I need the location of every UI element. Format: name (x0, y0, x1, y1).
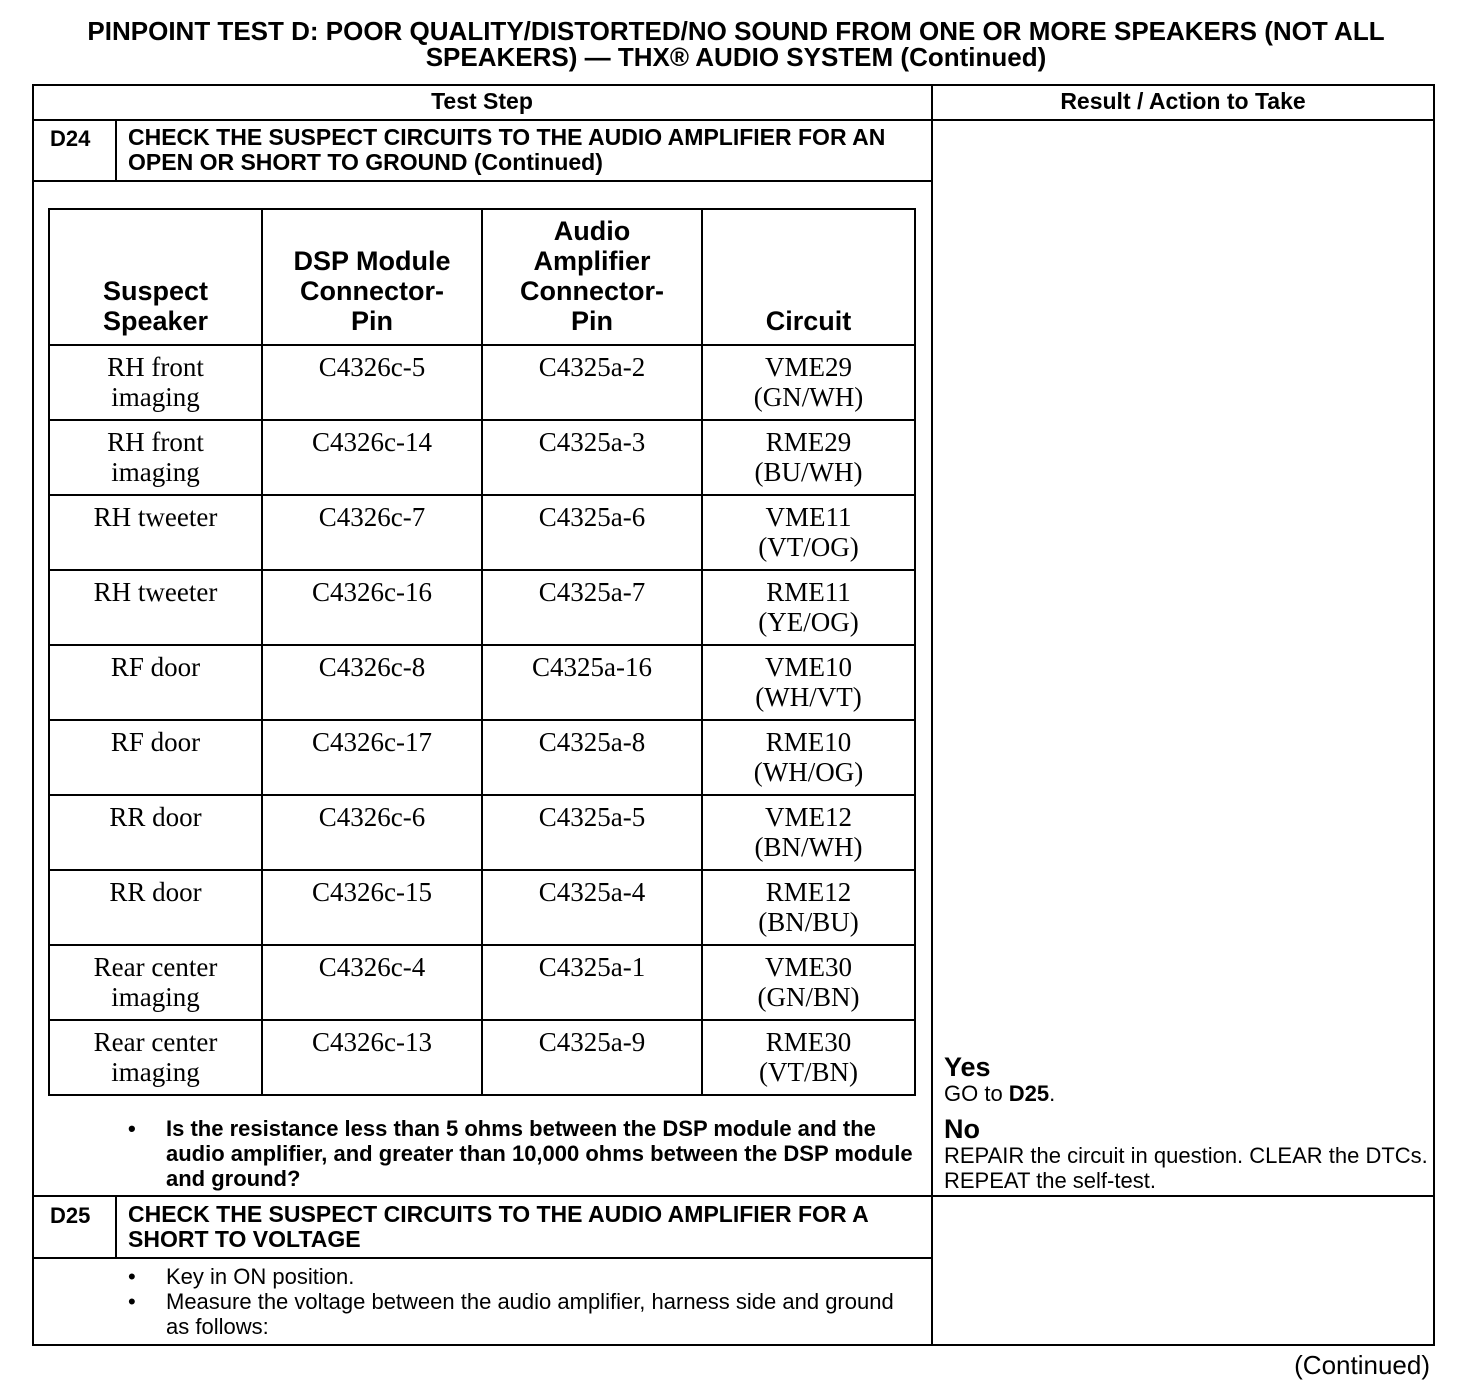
yes-action-suffix: . (1049, 1081, 1056, 1106)
d24-question-list (128, 1116, 918, 1191)
header-amplifier-pin-line: Connector- (520, 276, 664, 306)
amplifier-pin-cell: C4325a-3 (482, 420, 702, 495)
header-amplifier-pin (482, 209, 702, 345)
circuit-cell-line: (BU/WH) (754, 457, 863, 487)
speaker-cell (49, 645, 262, 720)
speaker-cell (49, 495, 262, 570)
dsp-pin-cell: C4326c-4 (262, 945, 482, 1020)
no-action: REPAIR the circuit in question. CLEAR the DTCs. REPEAT the self-test. (944, 1143, 1428, 1193)
dsp-pin-cell: C4326c-7 (262, 495, 482, 570)
step-number-divider (115, 119, 117, 181)
step-number-d24: D24 (50, 126, 91, 151)
speaker-cell (49, 420, 262, 495)
step-title-rule (32, 1257, 932, 1259)
amplifier-pin-cell: C4325a-9 (482, 1020, 702, 1095)
circuit-cell-line: VME12 (765, 802, 852, 832)
step-title-d25: CHECK THE SUSPECT CIRCUITS TO THE AUDIO AMPLIFIER FOR A SHORT TO VOLTAGE (128, 1201, 868, 1252)
header-rule (32, 119, 1435, 121)
circuit-cell (702, 870, 915, 945)
page-title: PINPOINT TEST D: POOR QUALITY/DISTORTED/NO SOUND FROM ONE OR MORE SPEAKERS (NOT ALL SPEAKERS) — THX® AUDIO SYSTEM (Continued) (87, 16, 1385, 72)
step-separator (32, 1195, 1435, 1197)
circuit-cell-line: VME11 (765, 502, 852, 532)
speaker-cell-line: RH tweeter (93, 502, 218, 532)
header-amplifier-pin-line: Pin (570, 306, 613, 336)
amplifier-pin-cell: C4325a-6 (482, 495, 702, 570)
amplifier-pin-cell: C4325a-8 (482, 720, 702, 795)
column-header-result: Result / Action to Take (1060, 88, 1306, 114)
circuit-cell-line: (VT/BN) (759, 1057, 858, 1087)
d25-bullet: • Key in ON position. (128, 1264, 908, 1289)
circuit-cell-line: RME30 (765, 1027, 852, 1057)
speaker-cell (49, 795, 262, 870)
speaker-cell-line: imaging (111, 382, 200, 412)
goto-d25-link[interactable]: D25 (1008, 1081, 1050, 1106)
header-suspect-speaker-line: Speaker (102, 306, 209, 336)
d24-question: • Is the resistance less than 5 ohms between the DSP module and the audio amplifier, and greater than 10,000 ohms between the DSP module and ground? (128, 1116, 918, 1191)
dsp-pin-cell: C4326c-5 (262, 345, 482, 420)
table-row (49, 945, 915, 1020)
circuit-cell-line: (WH/OG) (753, 757, 864, 787)
circuit-cell-line: (GN/WH) (753, 382, 864, 412)
header-suspect-speaker (49, 209, 262, 345)
circuit-cell (702, 495, 915, 570)
yes-label: Yes (944, 1052, 991, 1082)
amplifier-pin-cell: C4325a-5 (482, 795, 702, 870)
table-row (49, 645, 915, 720)
dsp-pin-cell: C4326c-17 (262, 720, 482, 795)
dsp-pin-cell: C4326c-14 (262, 420, 482, 495)
table-row (49, 795, 915, 870)
header-dsp-pin-line: Pin (350, 306, 393, 336)
circuit-cell-line: (VT/OG) (758, 532, 859, 562)
speaker-cell-line: RF door (110, 652, 201, 682)
circuit-cell (702, 1020, 915, 1095)
speaker-cell (49, 870, 262, 945)
header-circuit-line: Circuit (765, 306, 852, 336)
dsp-pin-cell: C4326c-16 (262, 570, 482, 645)
circuit-cell-line: (GN/BN) (757, 982, 860, 1012)
circuit-table (48, 208, 916, 1096)
circuit-cell-line: RME12 (765, 877, 852, 907)
header-dsp-pin (262, 209, 482, 345)
table-row (49, 495, 915, 570)
speaker-cell-line: RR door (109, 802, 202, 832)
speaker-cell-line: imaging (111, 982, 200, 1012)
no-label: No (944, 1114, 980, 1144)
circuit-cell-line: VME10 (765, 652, 852, 682)
speaker-cell-line: RR door (109, 877, 202, 907)
table-row (49, 420, 915, 495)
circuit-cell-line: RME10 (765, 727, 852, 757)
speaker-cell-line: RH front (107, 427, 204, 457)
d24-result (944, 1054, 1432, 1193)
table-row (49, 570, 915, 645)
circuit-cell-line: RME29 (765, 427, 852, 457)
step-title-d24: CHECK THE SUSPECT CIRCUITS TO THE AUDIO AMPLIFIER FOR AN OPEN OR SHORT TO GROUND (Continued) (128, 124, 886, 175)
speaker-cell-line: Rear center (93, 952, 218, 982)
table-row (49, 345, 915, 420)
circuit-cell-line: (BN/BU) (758, 907, 859, 937)
header-dsp-pin-line: DSP Module (293, 246, 451, 276)
d25-bullet-list (128, 1264, 908, 1339)
yes-action (944, 1081, 1432, 1106)
circuit-cell-line: (YE/OG) (758, 607, 859, 637)
header-amplifier-pin-line: Amplifier (533, 246, 651, 276)
yes-action-prefix: GO to (944, 1081, 1009, 1106)
dsp-pin-cell: C4326c-13 (262, 1020, 482, 1095)
header-amplifier-pin-line: Audio (553, 216, 631, 246)
circuit-cell (702, 345, 915, 420)
table-row (49, 1020, 915, 1095)
circuit-cell (702, 420, 915, 495)
circuit-cell-line: VME29 (765, 352, 852, 382)
speaker-cell-line: imaging (111, 457, 200, 487)
circuit-cell (702, 645, 915, 720)
step-number-d25: D25 (50, 1203, 91, 1228)
speaker-cell (49, 720, 262, 795)
header-circuit (702, 209, 915, 345)
amplifier-pin-cell: C4325a-4 (482, 870, 702, 945)
speaker-cell-line: imaging (111, 1057, 200, 1087)
speaker-cell-line: Rear center (93, 1027, 218, 1057)
header-dsp-pin-line: Connector- (300, 276, 444, 306)
circuit-cell-line: (WH/VT) (755, 682, 862, 712)
amplifier-pin-cell: C4325a-1 (482, 945, 702, 1020)
circuit-cell-line: (BN/WH) (754, 832, 863, 862)
circuit-cell-line: VME30 (765, 952, 852, 982)
speaker-cell-line: RH front (107, 352, 204, 382)
speaker-cell (49, 570, 262, 645)
circuit-cell-line: RME11 (766, 577, 851, 607)
dsp-pin-cell: C4326c-8 (262, 645, 482, 720)
circuit-cell (702, 795, 915, 870)
speaker-cell (49, 1020, 262, 1095)
continued-footer: (Continued) (1294, 1350, 1430, 1380)
speaker-cell-line: RH tweeter (93, 577, 218, 607)
speaker-cell (49, 945, 262, 1020)
amplifier-pin-cell: C4325a-2 (482, 345, 702, 420)
circuit-cell (702, 720, 915, 795)
column-header-test-step: Test Step (431, 88, 533, 114)
column-divider (931, 84, 933, 1346)
step-title-rule (32, 180, 932, 182)
table-row (49, 720, 915, 795)
dsp-pin-cell: C4326c-15 (262, 870, 482, 945)
table-row (49, 870, 915, 945)
circuit-cell (702, 570, 915, 645)
header-suspect-speaker-line: Suspect (102, 276, 209, 306)
circuit-cell (702, 945, 915, 1020)
d25-bullet: • Measure the voltage between the audio amplifier, harness side and ground as follows: (128, 1289, 908, 1339)
speaker-cell (49, 345, 262, 420)
speaker-cell-line: RF door (110, 727, 201, 757)
dsp-pin-cell: C4326c-6 (262, 795, 482, 870)
amplifier-pin-cell: C4325a-7 (482, 570, 702, 645)
step-number-divider (115, 1196, 117, 1258)
amplifier-pin-cell: C4325a-16 (482, 645, 702, 720)
circuit-table-header-row (49, 209, 915, 345)
